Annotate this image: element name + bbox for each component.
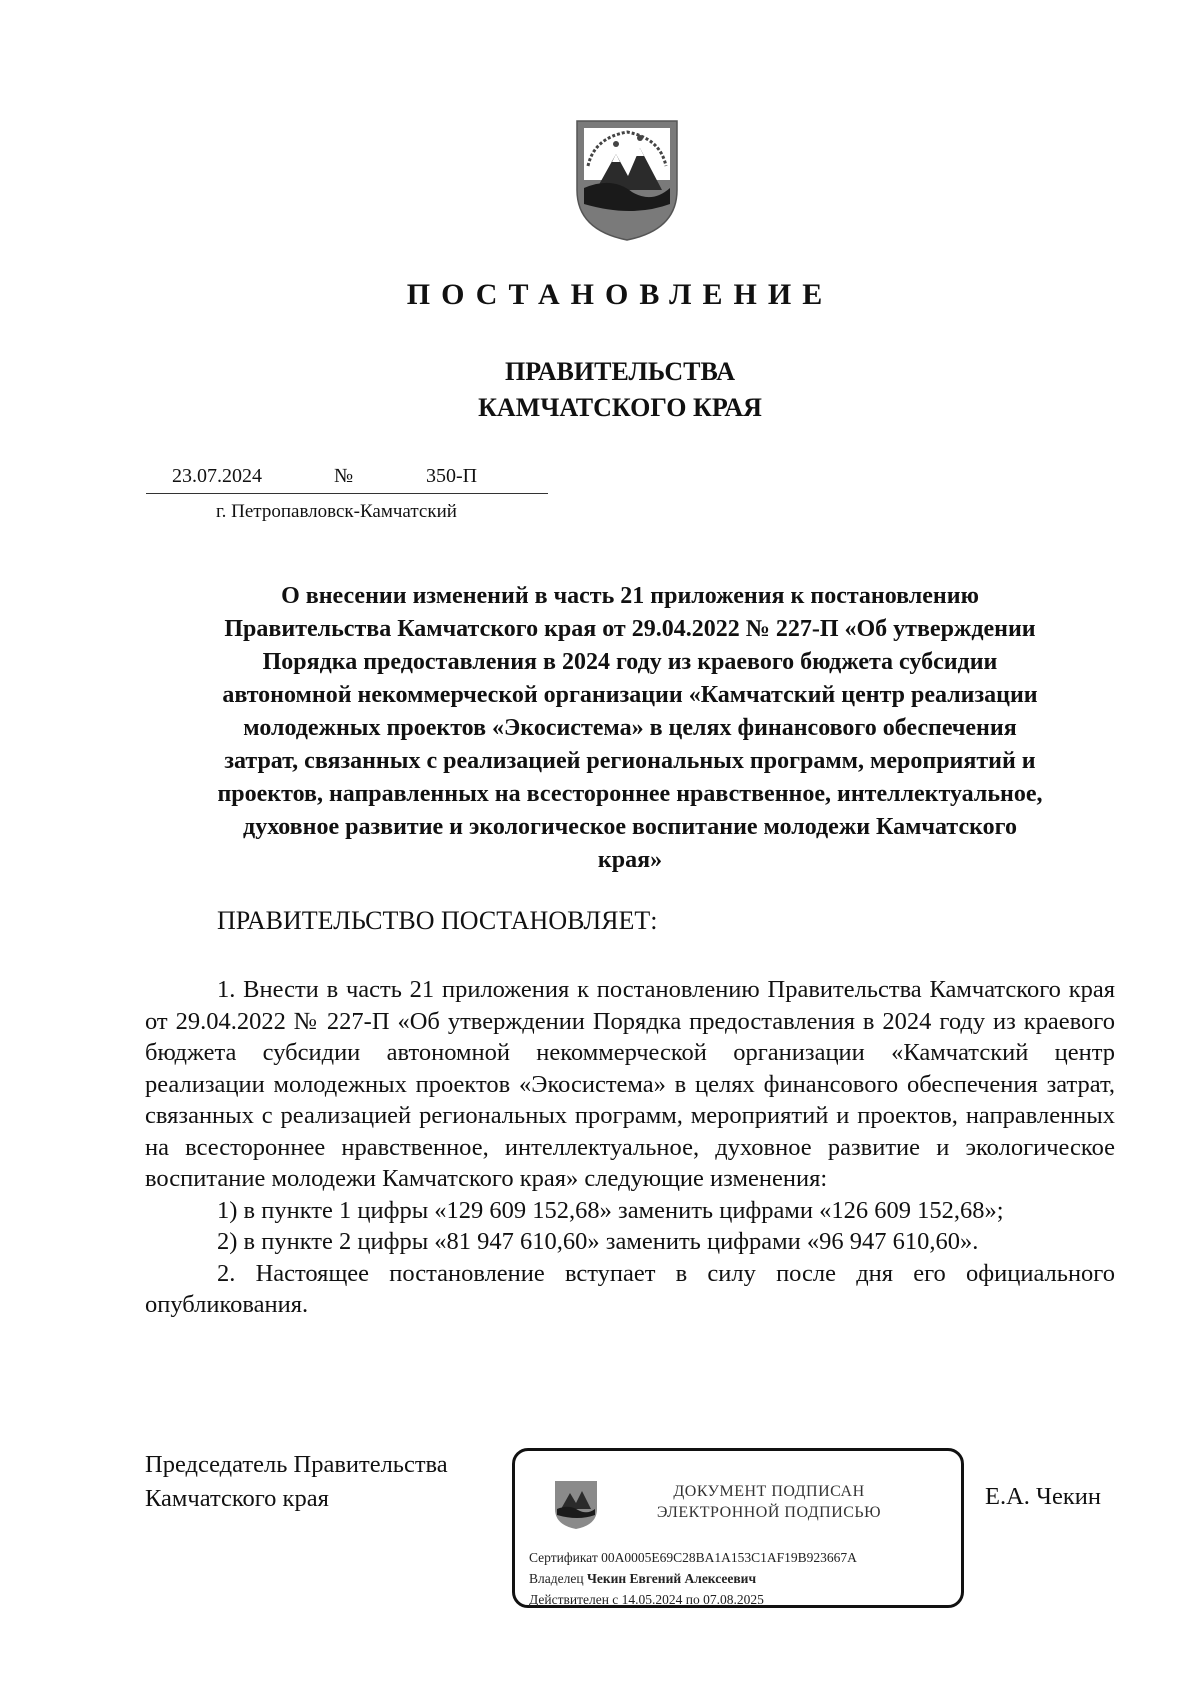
electronic-signature-stamp <box>512 1448 964 1608</box>
city-name: г. Петропавловск-Камчатский <box>216 501 457 522</box>
owner-row <box>529 1568 857 1589</box>
valid-from-label: Действителен с <box>529 1592 619 1607</box>
stamp-heading <box>611 1481 927 1523</box>
position-line-2: Камчатского края <box>145 1485 329 1512</box>
body-paragraph: 2) в пункте 2 цифры «81 947 610,60» заменить цифрами «96 947 610,60». <box>217 1228 979 1255</box>
position-line-1: Председатель Правительства <box>145 1451 448 1478</box>
certificate-row <box>529 1547 857 1568</box>
owner-label: Владелец <box>529 1571 584 1586</box>
authority-line-2: КАМЧАТСКОГО КРАЯ <box>478 393 762 422</box>
title-line: автономной некоммерческой организации «Камчатский центр реализации <box>222 682 1038 708</box>
document-body <box>145 974 1115 1321</box>
document-title <box>140 580 1120 877</box>
authority-line-1: ПРАВИТЕЛЬСТВА <box>505 357 735 386</box>
title-line: затрат, связанных с реализацией региональных программ, мероприятий и <box>224 748 1036 774</box>
signatory-position <box>145 1448 448 1516</box>
validity-row <box>529 1589 857 1610</box>
decree-statement: ПРАВИТЕЛЬСТВО ПОСТАНОВЛЯЕТ: <box>217 906 658 935</box>
stamp-details <box>529 1547 857 1610</box>
stamp-heading-line-2: ЭЛЕКТРОННОЙ ПОДПИСЬЮ <box>656 1504 882 1521</box>
title-line: Порядка предоставления в 2024 году из краевого бюджета субсидии <box>262 649 998 675</box>
body-paragraph: 1) в пункте 1 цифры «129 609 152,68» заменить цифрами «126 609 152,68»; <box>217 1196 1004 1224</box>
title-line: О внесении изменений в часть 21 приложения к постановлению <box>281 583 979 609</box>
certificate-value: 00A0005E69C28BA1A153C1AF19B923667A <box>601 1550 857 1565</box>
certificate-label: Сертификат <box>529 1550 598 1565</box>
document-type-heading: ПОСТАНОВЛЕНИЕ <box>406 278 834 311</box>
number-sign: № <box>334 465 354 487</box>
title-line: молодежных проектов «Экосистема» в целях финансового обеспечения <box>243 715 1017 741</box>
valid-to-value: 07.08.2025 <box>703 1592 764 1607</box>
stamp-heading-line-1: ДОКУМЕНТ ПОДПИСАН <box>673 1483 865 1500</box>
owner-value: Чекин Евгений Алексеевич <box>586 1571 757 1586</box>
body-paragraph: 2. Настоящее постановление вступает в силу после дня его официального опубликования. <box>145 1259 1115 1318</box>
title-line: края» <box>597 847 663 873</box>
signer-name: Е.А. Чекин <box>985 1483 1101 1510</box>
date-number-line <box>146 465 548 494</box>
title-line: духовное развитие и экологическое воспитание молодежи Камчатского <box>243 814 1017 840</box>
coat-of-arms-emblem <box>572 118 682 242</box>
document-number: 350-П <box>426 465 478 487</box>
stamp-emblem-icon <box>553 1479 599 1531</box>
valid-from-value: 14.05.2024 <box>621 1592 683 1607</box>
document-date: 23.07.2024 <box>172 465 262 487</box>
title-line: Правительства Камчатского края от 29.04.2022 № 227-П «Об утверждении <box>224 616 1036 642</box>
body-paragraph: 1. Внести в часть 21 приложения к постановлению Правительства Камчатского края от 29.04.2022 № 227-П «Об утверждении Порядка предоставления в 2024 году из краевого бюджета субсидии автономной некоммерческой организации «Камчатский центр реализации молодежных проектов «Экосистема» в целях финансового обеспечения затрат, связанных с реализацией региональных программ, мероприятий и проектов, направленных на всестороннее нравственное, интеллектуальное, духовное развитие и экологическое воспитание молодежи Камчатского края» следующие изменения: <box>145 976 1115 1192</box>
issuing-authority <box>0 354 1200 426</box>
valid-to-label: по <box>685 1592 700 1607</box>
title-line: проектов, направленных на всестороннее нравственное, интеллектуальное, <box>217 781 1043 807</box>
